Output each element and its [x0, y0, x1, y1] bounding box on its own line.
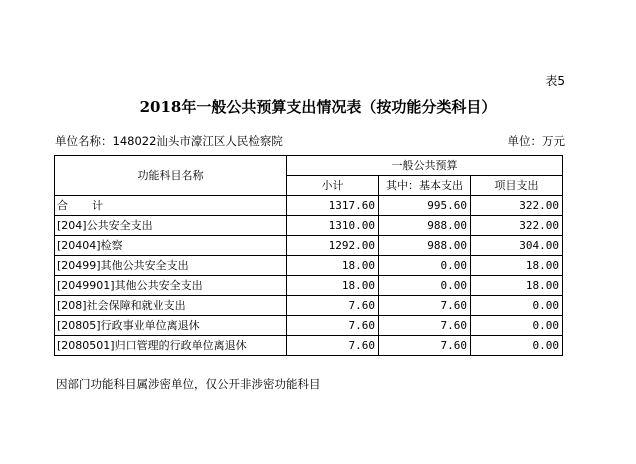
row-basic: 7.60: [379, 316, 471, 336]
row-subtotal: 1292.00: [287, 236, 379, 256]
header-project: 项目支出: [471, 176, 563, 196]
row-project: 0.00: [471, 316, 563, 336]
header-function-name: 功能科目名称: [55, 156, 287, 196]
row-project: 18.00: [471, 276, 563, 296]
row-basic: 0.00: [379, 276, 471, 296]
table-row: [55, 336, 563, 356]
total-label-b: 计: [92, 198, 103, 212]
budget-table: [54, 155, 563, 356]
header-subtotal: 小计: [287, 176, 379, 196]
table-row: [55, 316, 563, 336]
unit-name: 单位名称：148022汕头市濠江区人民检察院: [55, 134, 283, 148]
total-basic: 995.60: [379, 196, 471, 216]
row-name: [2049901]其他公共安全支出: [55, 276, 287, 296]
row-project: 18.00: [471, 256, 563, 276]
header-basic: 其中：基本支出: [379, 176, 471, 196]
currency-unit: 单位：万元: [507, 134, 565, 148]
row-subtotal: 18.00: [287, 256, 379, 276]
table-row: [55, 236, 563, 256]
row-project: 304.00: [471, 236, 563, 256]
row-basic: 988.00: [379, 236, 471, 256]
row-name: [20805]行政事业单位离退休: [55, 316, 287, 336]
header-row-1: [55, 156, 563, 176]
footnote: 因部门功能科目属涉密单位，仅公开非涉密功能科目: [56, 377, 321, 391]
total-row: [55, 196, 563, 216]
total-label-a: 合: [57, 198, 68, 212]
row-subtotal: 18.00: [287, 276, 379, 296]
row-basic: 7.60: [379, 296, 471, 316]
total-subtotal: 1317.60: [287, 196, 379, 216]
row-name: [208]社会保障和就业支出: [55, 296, 287, 316]
row-project: 322.00: [471, 216, 563, 236]
row-name: [20499]其他公共安全支出: [55, 256, 287, 276]
header-general-budget: 一般公共预算: [287, 156, 563, 176]
table-row: [55, 296, 563, 316]
table-number: 表5: [545, 74, 565, 88]
row-subtotal: 7.60: [287, 336, 379, 356]
row-basic: 988.00: [379, 216, 471, 236]
row-subtotal: 7.60: [287, 316, 379, 336]
page-title: 2018年一般公共预算支出情况表（按功能分类科目）: [139, 98, 497, 116]
row-basic: 0.00: [379, 256, 471, 276]
row-name: [20404]检察: [55, 236, 287, 256]
table-row: [55, 276, 563, 296]
row-basic: 7.60: [379, 336, 471, 356]
row-name: [2080501]归口管理的行政单位离退休: [55, 336, 287, 356]
row-subtotal: 7.60: [287, 296, 379, 316]
row-project: 0.00: [471, 296, 563, 316]
row-name: [204]公共安全支出: [55, 216, 287, 236]
total-project: 322.00: [471, 196, 563, 216]
row-subtotal: 1310.00: [287, 216, 379, 236]
table-row: [55, 216, 563, 236]
table-row: [55, 256, 563, 276]
total-label: [55, 196, 287, 216]
row-project: 0.00: [471, 336, 563, 356]
